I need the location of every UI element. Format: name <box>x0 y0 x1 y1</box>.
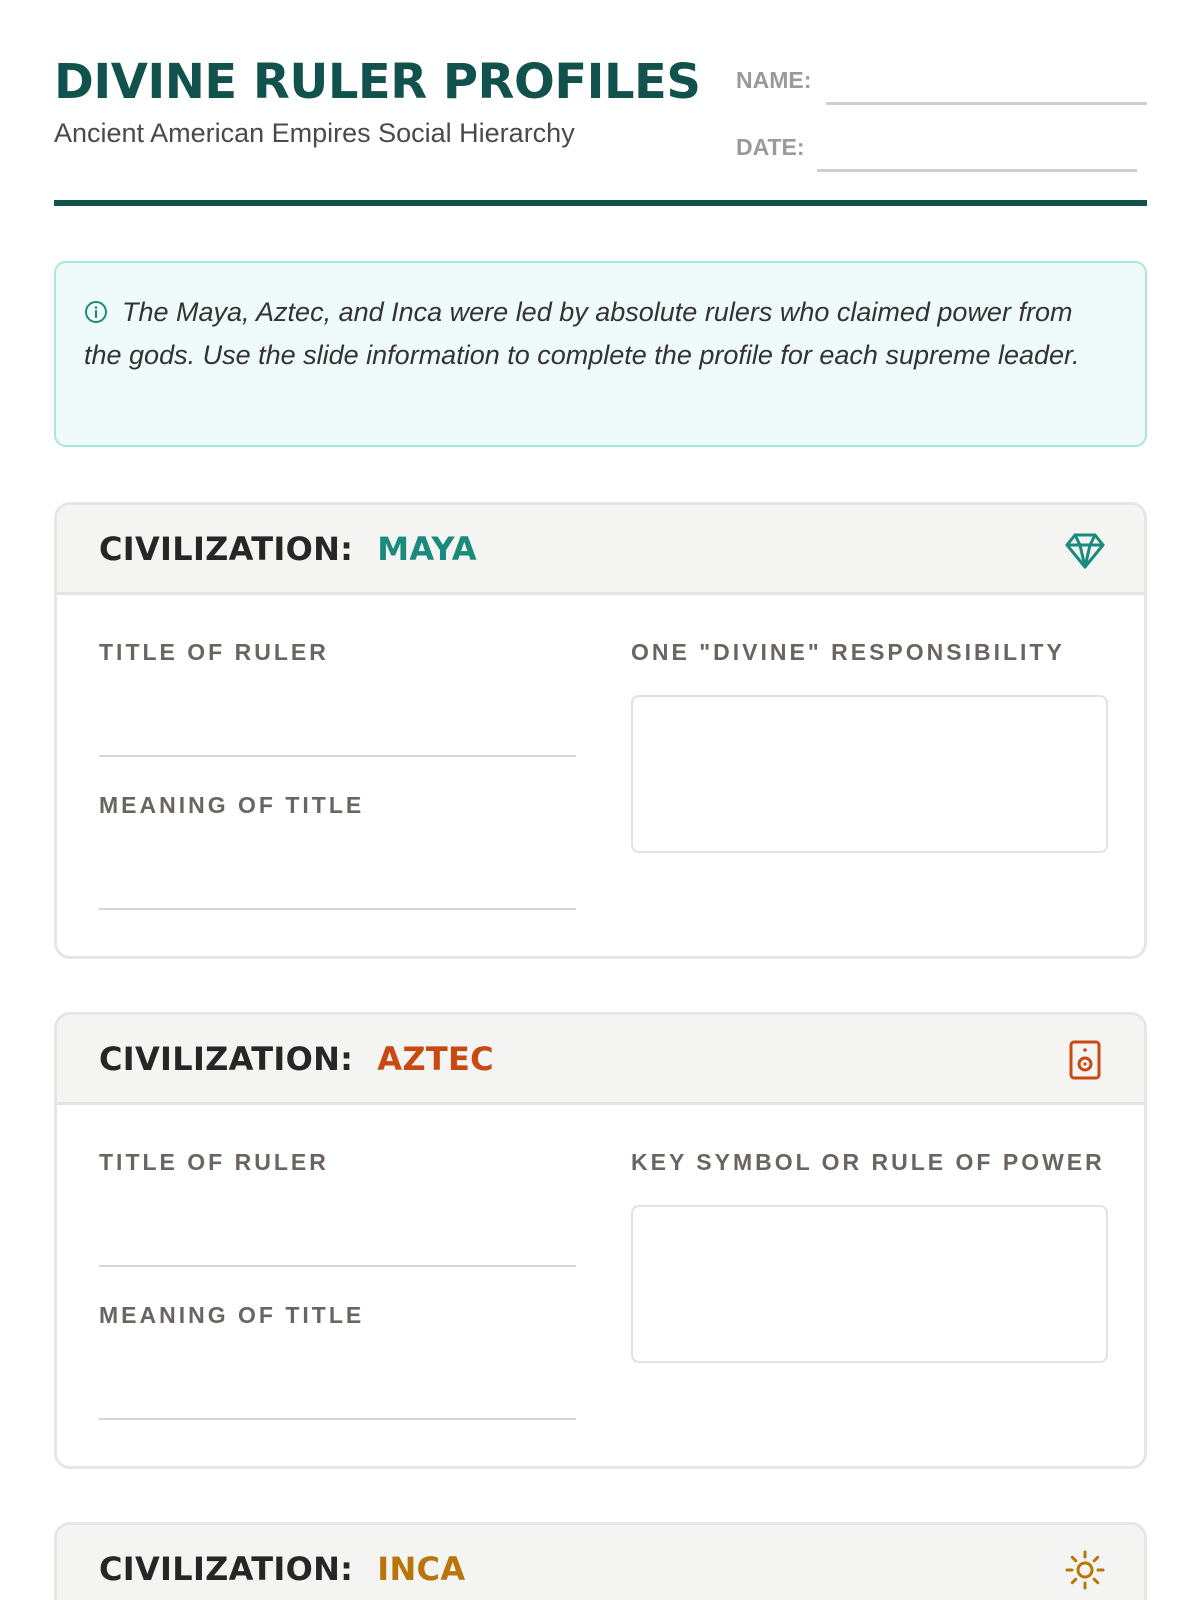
civilization-name: AZTEC <box>377 1039 494 1078</box>
date-field[interactable] <box>817 169 1137 172</box>
card-body <box>57 1105 1144 1467</box>
instructions-text: The Maya, Aztec, and Inca were led by absolute rulers who claimed power from the gods. Use the slide information to complete the profile for each supreme leader. <box>84 297 1080 370</box>
responsibility-answer-box[interactable] <box>631 695 1108 853</box>
gem-icon <box>1064 529 1106 571</box>
field-label-meaning: MEANING OF TITLE <box>99 1302 365 1328</box>
civilization-card-aztec <box>54 1012 1147 1469</box>
meaning-answer-line[interactable] <box>99 1418 576 1420</box>
info-circle-icon <box>84 294 108 318</box>
field-label-title: TITLE OF RULER <box>99 1149 329 1175</box>
civilization-card-inca <box>54 1522 1147 1600</box>
civilization-label: CIVILIZATION: <box>99 1039 354 1078</box>
civilization-name: INCA <box>377 1549 466 1588</box>
page-title: DIVINE RULER PROFILES <box>54 54 701 110</box>
meaning-answer-line[interactable] <box>99 908 576 910</box>
civilization-label: CIVILIZATION: <box>99 1549 354 1588</box>
field-label-title: TITLE OF RULER <box>99 639 329 665</box>
field-label-symbol: KEY SYMBOL OR RULE OF POWER <box>631 1149 1105 1175</box>
instructions-box <box>54 261 1147 447</box>
card-body <box>57 595 1144 957</box>
civilization-card-maya <box>54 502 1147 959</box>
card-header <box>57 1525 1144 1600</box>
field-label-meaning: MEANING OF TITLE <box>99 792 365 818</box>
name-label: NAME: <box>736 67 812 93</box>
civilization-name: MAYA <box>377 529 477 568</box>
card-header <box>57 1015 1144 1105</box>
header-divider <box>54 200 1147 206</box>
sun-icon <box>1064 1549 1106 1591</box>
page-subtitle: Ancient American Empires Social Hierarchy <box>54 118 575 148</box>
name-field[interactable] <box>826 102 1147 105</box>
date-label: DATE: <box>736 134 805 160</box>
title-answer-line[interactable] <box>99 755 576 757</box>
civilization-label: CIVILIZATION: <box>99 529 354 568</box>
field-label-responsibility: ONE "DIVINE" RESPONSIBILITY <box>631 639 1065 665</box>
symbol-answer-box[interactable] <box>631 1205 1108 1363</box>
title-answer-line[interactable] <box>99 1265 576 1267</box>
card-header <box>57 505 1144 595</box>
speaker-icon <box>1064 1039 1106 1081</box>
